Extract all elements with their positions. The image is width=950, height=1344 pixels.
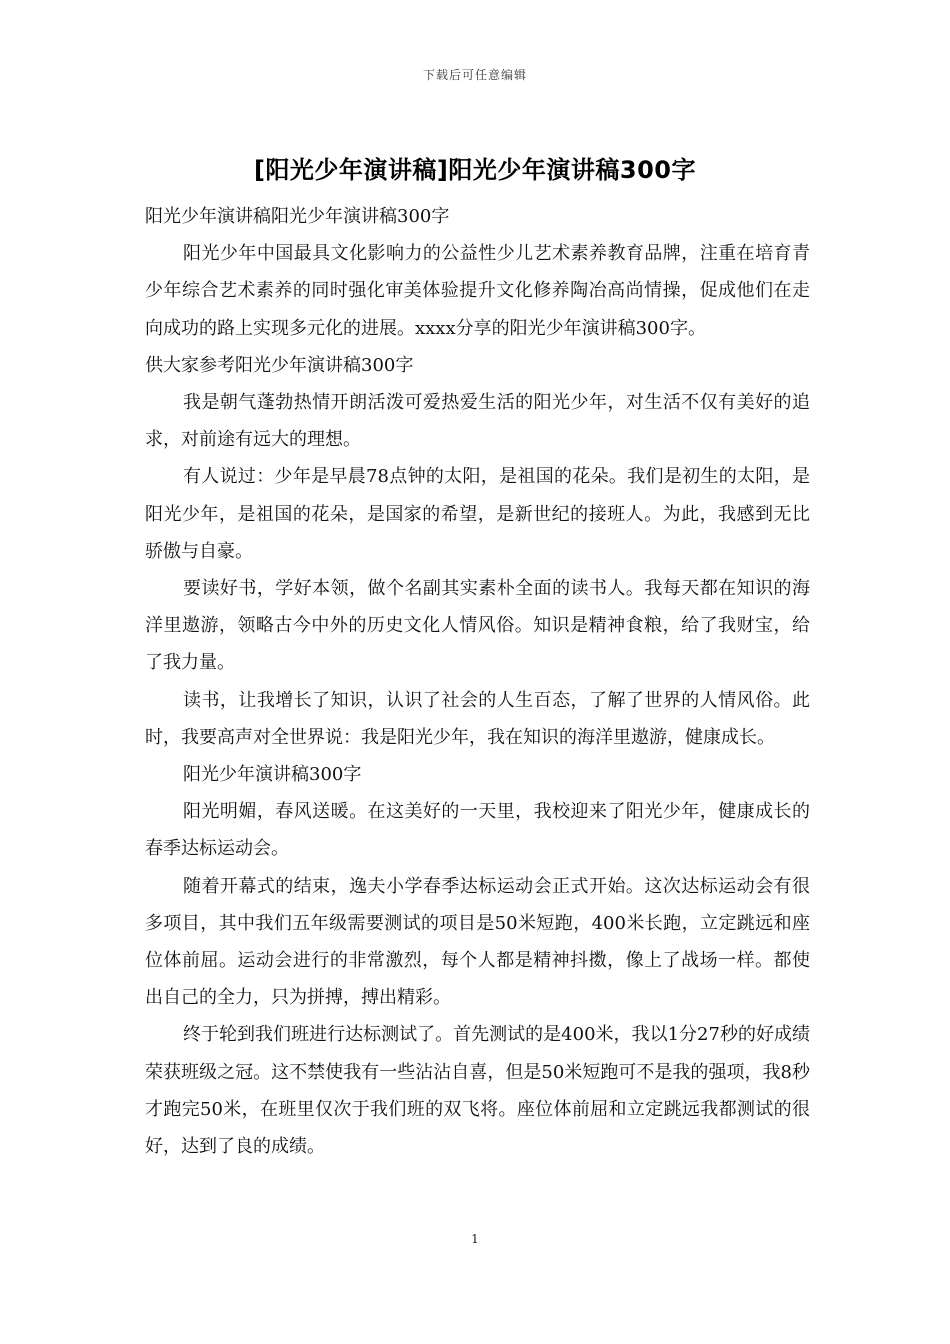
header-note: 下载后可任意编辑	[422, 68, 527, 82]
paragraph: 阳光明媚，春风送暖。在这美好的一天里，我校迎来了阳光少年，健康成长的春季达标运动会。	[145, 801, 810, 860]
paragraph: 供大家参考阳光少年演讲稿300字	[145, 354, 414, 376]
section-heading: 阳光少年演讲稿300字	[183, 764, 362, 786]
paragraph: 读书，让我增长了知识，认识了社会的人生百态，了解了世界的人情风俗。此时，我要高声对全世界说：我是阳光少年，我在知识的海洋里遨游，健康成长。	[145, 689, 810, 748]
paragraph: 随着开幕式的结束，逸夫小学春季达标运动会正式开始。这次达标运动会有很多项目，其中我们五年级需要测试的项目是50米短跑，400米长跑，立定跳远和座位体前屈。运动会进行的非常激烈，每个人都是精神抖擞，像上了战场一样。都使出自己的全力，只为拼搏，搏出精彩。	[145, 875, 810, 1009]
paragraph-subtitle: 阳光少年演讲稿阳光少年演讲稿300字	[145, 206, 450, 227]
paragraph: 有人说过：少年是早晨78点钟的太阳，是祖国的花朵。我们是初生的太阳，是阳光少年，是祖国的花朵，是国家的希望，是新世纪的接班人。为此，我感到无比骄傲与自豪。	[145, 466, 810, 562]
page-number: 1	[471, 1232, 479, 1246]
document-title: [阳光少年演讲稿]阳光少年演讲稿300字	[253, 156, 697, 184]
document-body	[145, 198, 810, 1165]
paragraph: 阳光少年中国最具文化影响力的公益性少儿艺术素养教育品牌，注重在培育青少年综合艺术素养的同时强化审美体验提升文化修养陶冶高尚情操，促成他们在走向成功的路上实现多元化的进展。xxxx分享的阳光少年演讲稿300字。	[145, 243, 810, 339]
paragraph: 我是朝气蓬勃热情开朗活泼可爱热爱生活的阳光少年，对生活不仅有美好的追求，对前途有远大的理想。	[145, 392, 810, 451]
paragraph: 要读好书，学好本领，做个名副其实素朴全面的读书人。我每天都在知识的海洋里遨游，领略古今中外的历史文化人情风俗。知识是精神食粮，给了我财宝，给了我力量。	[145, 578, 810, 674]
paragraph: 终于轮到我们班进行达标测试了。首先测试的是400米，我以1分27秒的好成绩荣获班级之冠。这不禁使我有一些沾沾自喜，但是50米短跑可不是我的强项，我8秒才跑完50米，在班里仅次于我们班的双飞将。座位体前屈和立定跳远我都测试的很好，达到了良的成绩。	[145, 1024, 810, 1158]
